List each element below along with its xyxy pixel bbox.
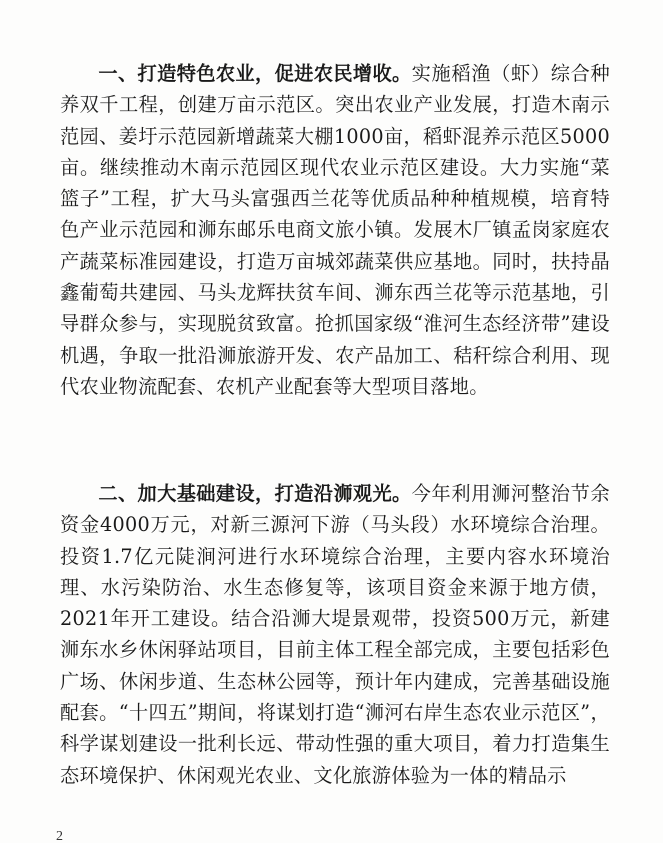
body-infrastructure: 今年利用浉河整治节余资金4000万元，对新三源河下游（马头段）水环境综合治理。投资1.7亿元陡涧河进行水环境综合治理，主要内容水环境治理、水污染防治、水生态修复等，该项目资金来源于地方债，2021年开工建设。结合沿浉大堤景观带，投资500万元，新建浉东水乡休闲驿站项目，目前主体工程全部完成，主要包括彩色广场、休闲步道、生态林公园等，预计年内建成，完善基础设施配套。“十四五”期间，将谋划打造“浉河右岸生态农业示范区”，科学谋划建设一批利长远、带动性强的重大项目，着力打造集生态环境保护、休闲观光农业、文化旅游体验为一体的精品示 [60, 482, 611, 787]
body-agriculture: 实施稻渔（虾）综合种养双千工程，创建万亩示范区。突出农业产业发展，打造木南示范园、姜圩示范园新增蔬菜大棚1000亩，稻虾混养示范区5000亩。继续推动木南示范园区现代农业示范区建设。大力实施“菜篮子”工程，扩大马头富强西兰花等优质品种种植规模，培育特色产业示范园和浉东邮乐电商文旅小镇。发展木厂镇孟岗家庭农产蔬菜标准园建设，打造万亩城郊蔬菜供应基地。同时，扶持晶鑫葡萄共建园、马头龙辉扶贫车间、浉东西兰花等示范基地，引导群众参与，实现脱贫致富。抢抓国家级“淮河生态经济带”建设机遇，争取一批沿浉旅游开发、农产品加工、秸秆综合利用、现代农业物流配套、农机产业配套等大型项目落地。 [60, 62, 611, 398]
heading-agriculture: 一、打造特色农业，促进农民增收。 [98, 62, 412, 85]
paragraph-infrastructure [60, 478, 610, 791]
page-number: 2 [56, 829, 63, 844]
paragraph-agriculture [60, 58, 610, 402]
heading-infrastructure: 二、加大基础建设，打造沿浉观光。 [98, 482, 412, 505]
